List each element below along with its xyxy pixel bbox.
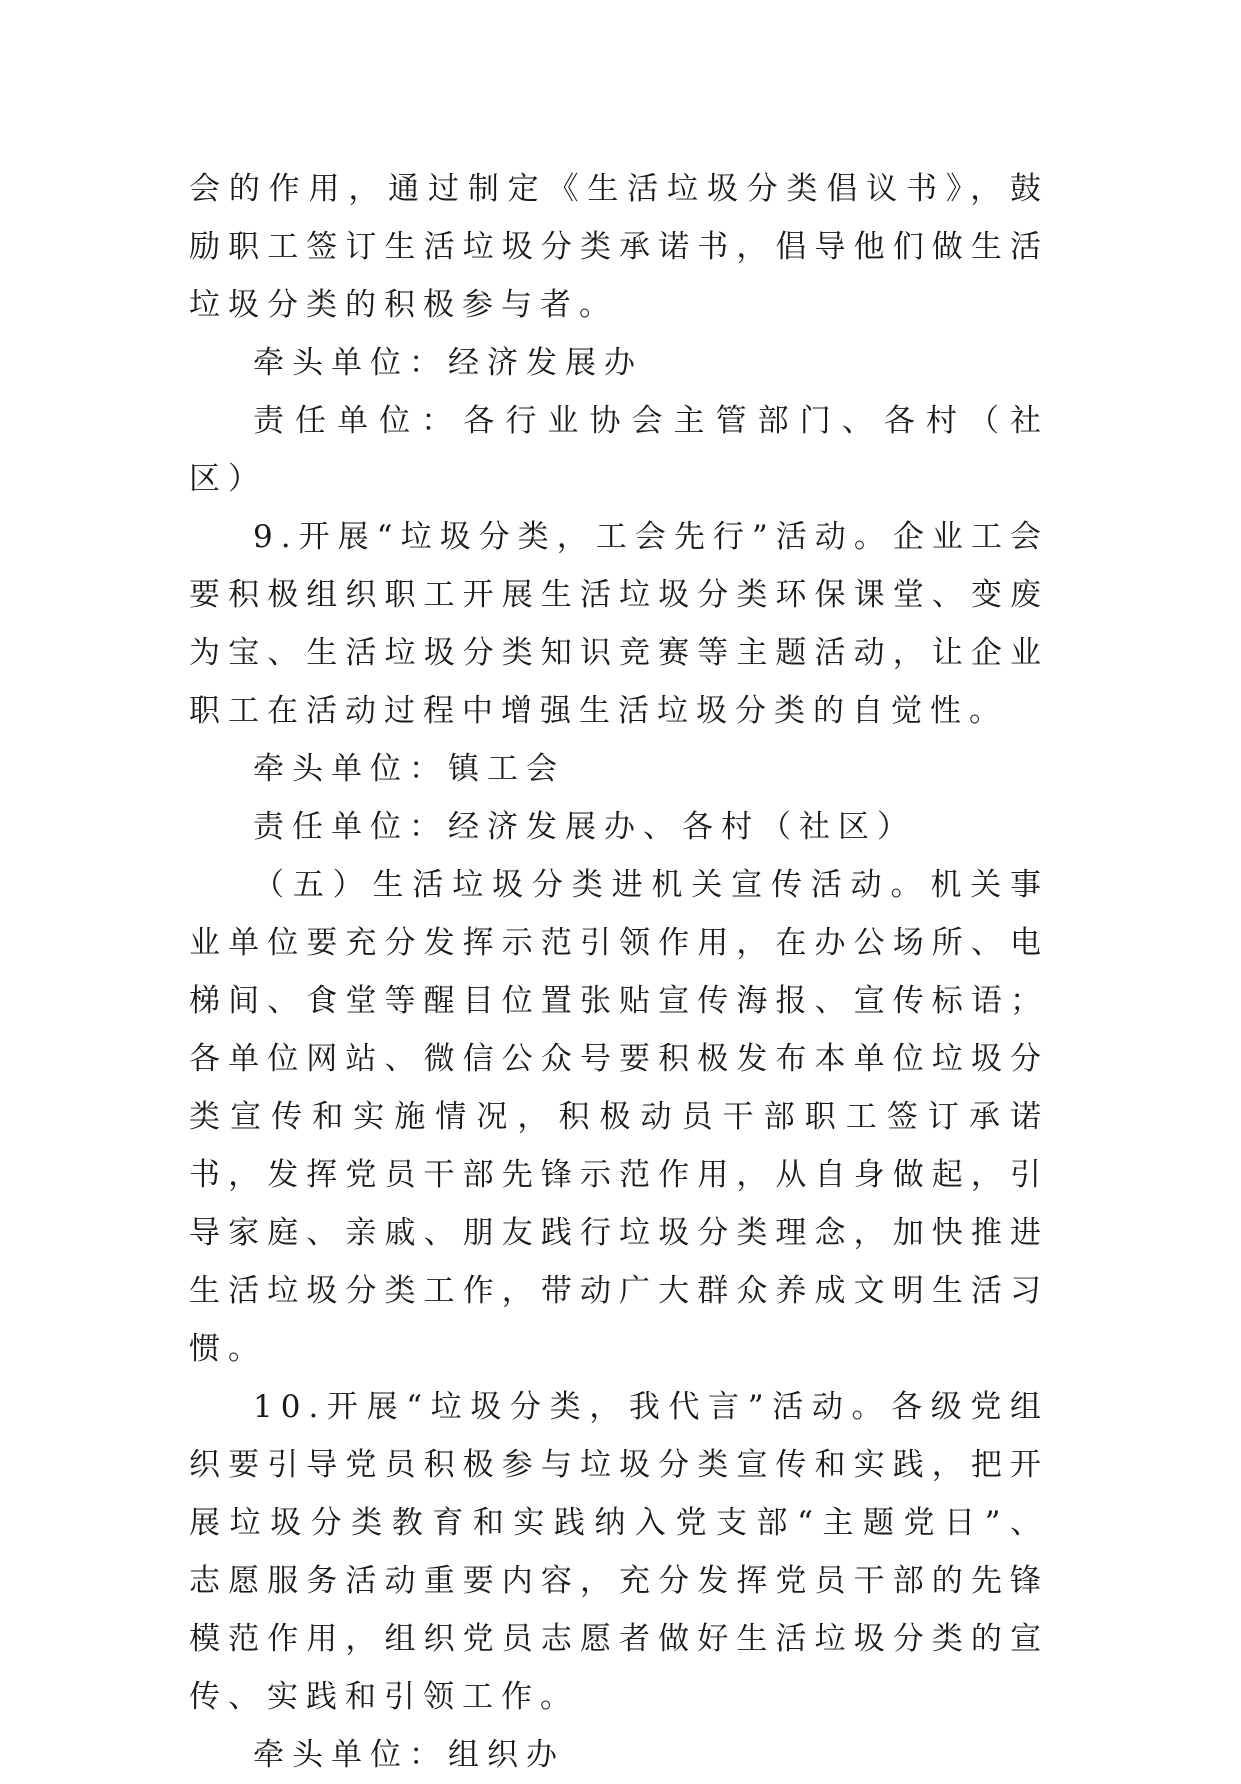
document-body xyxy=(189,160,1049,1784)
section-five-paragraph: （五）生活垃圾分类进机关宣传活动。机关事业单位要充分发挥示范引领作用，在办公场所、电梯间、食堂等醒目位置张贴宣传海报、宣传标语；各单位网站、微信公众号要积极发布本单位垃圾分类宣传和实施情况，积极动员干部职工签订承诺书，发挥党员干部先锋示范作用，从自身做起，引导家庭、亲戚、朋友践行垃圾分类理念，加快推进生活垃圾分类工作，带动广大群众养成文明生活习惯。 xyxy=(189,867,1049,1367)
paragraph-continuation: 会的作用，通过制定《生活垃圾分类倡议书》，鼓励职工签订生活垃圾分类承诺书，倡导他们做生活垃圾分类的积极参与者。 xyxy=(189,171,1049,323)
responsible-unit-line: 责任单位：各行业协会主管部门、各村（社区） xyxy=(189,403,1049,497)
paragraph-item-10: 10.开展“垃圾分类，我代言”活动。各级党组织要引导党员积极参与垃圾分类宣传和实践，把开展垃圾分类教育和实践纳入党支部“主题党日”、志愿服务活动重要内容，充分发挥党员干部的先锋模范作用，组织党员志愿者做好生活垃圾分类的宣传、实践和引领工作。 xyxy=(189,1389,1049,1715)
paragraph-item-9: 9.开展“垃圾分类，工会先行”活动。企业工会要积极组织职工开展生活垃圾分类环保课堂、变废为宝、生活垃圾分类知识竞赛等主题活动，让企业职工在活动过程中增强生活垃圾分类的自觉性。 xyxy=(189,519,1049,729)
lead-unit-line: 牵头单位：经济发展办 xyxy=(253,345,643,381)
responsible-unit-line: 责任单位：经济发展办、各村（社区） xyxy=(253,809,916,845)
lead-unit-line: 牵头单位：组织办 xyxy=(253,1737,565,1773)
lead-unit-line: 牵头单位：镇工会 xyxy=(253,751,565,787)
